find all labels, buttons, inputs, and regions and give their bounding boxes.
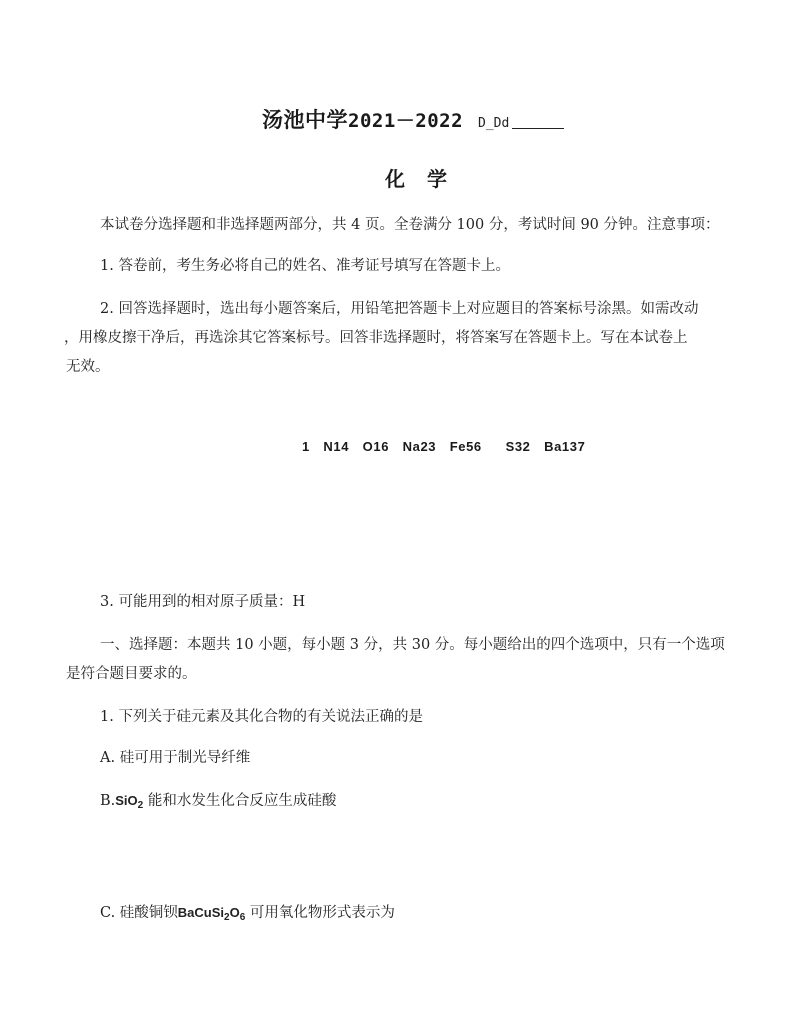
instruction-item-3: 3. 可能用到的相对原子质量：H	[100, 594, 306, 610]
section-1-line-2: 是符合题目要求的。	[66, 666, 197, 682]
section-1-line-1: 一、选择题：本题共 10 小题，每小题 3 分，共 30 分。每小题给出的四个选项中，只有一个选项	[100, 637, 725, 653]
option-c-prefix: C. 硅酸铜钡	[100, 905, 178, 921]
school-years: 2021－2022	[348, 110, 464, 132]
intro-text: 本试卷分选择题和非选择题两部分，共 4 页。全卷满分 100 分，考试时间 90 分钟。注意事项：	[100, 217, 720, 233]
instruction-item-2-line-1: 2. 回答选择题时，选出每小题答案后，用铅笔把答题卡上对应题目的答案标号涂黑。如需改动	[100, 301, 699, 317]
atomic-masses: 1 N14 O16 Na23 Fe56 S32 Ba137	[302, 439, 586, 454]
option-c-text: 可用氧化物形式表示为	[249, 905, 395, 921]
subject-heading: 化学	[385, 167, 469, 191]
option-b-formula: SiO$_2$	[115, 793, 144, 811]
instruction-item-1: 1. 答卷前，考生务必将自己的姓名、准考证号填写在答题卡上。	[100, 258, 510, 274]
question-1-stem: 1. 下列关于硅元素及其化合物的有关说法正确的是	[100, 709, 423, 725]
question-1-option-b	[100, 786, 336, 821]
question-1-option-a: A. 硅可用于制光导纤维	[100, 750, 251, 766]
code-underline	[512, 128, 564, 129]
exam-title	[262, 104, 463, 134]
option-b-prefix: B.	[100, 793, 116, 809]
instruction-item-2-line-2: ，用橡皮擦干净后，再选涂其它答案标号。回答非选择题时，将答案写在答题卡上。写在本试卷上	[64, 330, 688, 346]
school-name: 汤池中学	[262, 107, 348, 132]
option-c-formula: $BaCuSi_2O_6$	[177, 905, 246, 923]
option-b-text: 能和水发生化合反应生成硅酸	[147, 793, 337, 809]
instruction-item-2-line-3: 无效。	[66, 359, 110, 375]
question-1-option-c	[100, 898, 395, 933]
exam-code: D_Dd	[478, 116, 510, 131]
